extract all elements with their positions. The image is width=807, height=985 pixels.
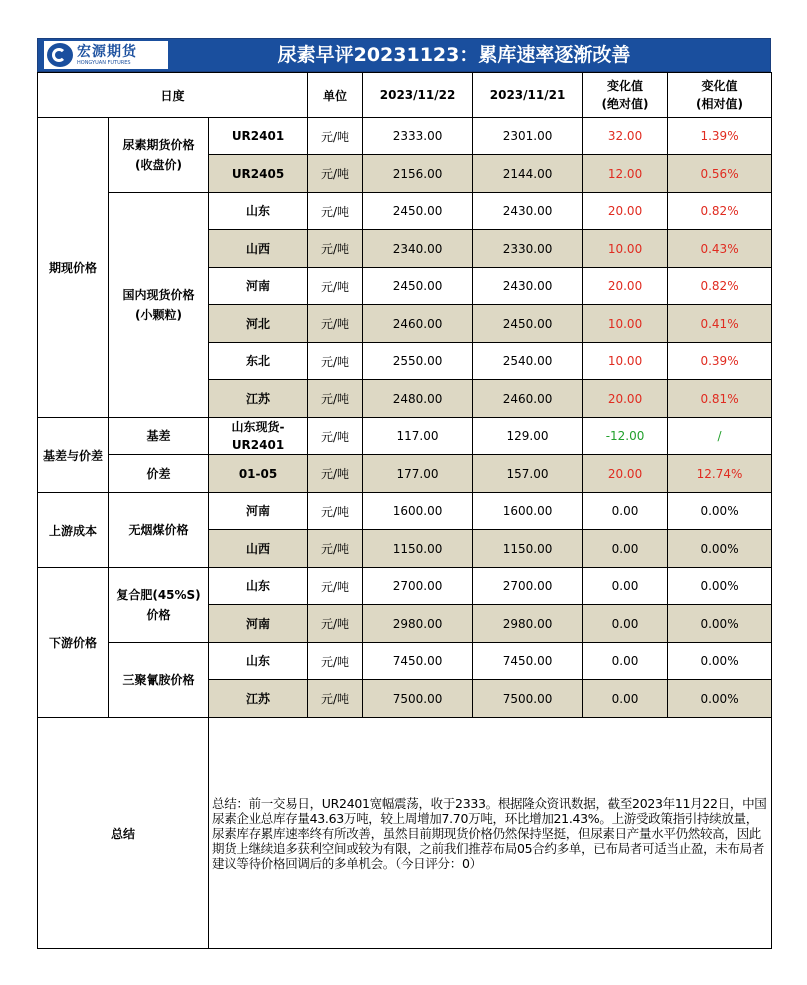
value-date1-cell: 1600.00 (363, 493, 473, 530)
subcategory-cell: 复合肥(45%S) 价格 (109, 568, 209, 643)
item-cell: 山西 (209, 230, 308, 268)
unit-cell: 元/吨 (308, 455, 363, 493)
rel-change-cell: 0.00% (668, 643, 772, 680)
value-date2-cell: 2301.00 (473, 118, 583, 155)
summary-row (38, 718, 772, 949)
item-cell: 山东 (209, 568, 308, 605)
value-date2-cell: 129.00 (473, 418, 583, 455)
col-header-date2: 2023/11/21 (473, 73, 583, 118)
value-date1-cell: 1150.00 (363, 530, 473, 568)
table-row (38, 193, 772, 230)
value-date2-cell: 2540.00 (473, 343, 583, 380)
report-header (37, 38, 771, 72)
unit-cell: 元/吨 (308, 605, 363, 643)
unit-cell: 元/吨 (308, 343, 363, 380)
item-cell: 河北 (209, 305, 308, 343)
subcategory-cell: 三聚氰胺价格 (109, 643, 209, 718)
summary-label: 总结 (38, 718, 209, 949)
category-cell: 期现价格 (38, 118, 109, 418)
item-cell: UR2405 (209, 155, 308, 193)
col-header-abs-change: 变化值 (绝对值) (583, 73, 668, 118)
report-sheet (37, 38, 771, 949)
value-date2-cell: 2450.00 (473, 305, 583, 343)
report-title: 尿素早评20231123：累库速率逐渐改善 (277, 44, 631, 66)
abs-change-cell: 10.00 (583, 343, 668, 380)
rel-change-cell: 0.00% (668, 568, 772, 605)
unit-cell: 元/吨 (308, 268, 363, 305)
unit-cell: 元/吨 (308, 493, 363, 530)
category-cell: 下游价格 (38, 568, 109, 718)
item-cell: 东北 (209, 343, 308, 380)
subcategory-cell: 尿素期货价格 (收盘价) (109, 118, 209, 193)
value-date2-cell: 7500.00 (473, 680, 583, 718)
abs-change-cell: 0.00 (583, 530, 668, 568)
table-row (38, 455, 772, 493)
company-logo (44, 41, 168, 69)
item-cell: 01-05 (209, 455, 308, 493)
subcategory-cell: 基差 (109, 418, 209, 455)
rel-change-cell: 0.82% (668, 193, 772, 230)
value-date1-cell: 2450.00 (363, 193, 473, 230)
table-header-row (38, 73, 772, 118)
rel-change-cell: 0.00% (668, 493, 772, 530)
category-cell: 基差与价差 (38, 418, 109, 493)
rel-change-cell: / (668, 418, 772, 455)
col-header-date1: 2023/11/22 (363, 73, 473, 118)
abs-change-cell: 12.00 (583, 155, 668, 193)
value-date2-cell: 2460.00 (473, 380, 583, 418)
abs-change-cell: 0.00 (583, 568, 668, 605)
price-table (37, 72, 772, 949)
value-date1-cell: 2550.00 (363, 343, 473, 380)
abs-change-cell: 0.00 (583, 605, 668, 643)
rel-change-cell: 0.00% (668, 605, 772, 643)
value-date2-cell: 2430.00 (473, 193, 583, 230)
item-cell: 山东 (209, 193, 308, 230)
summary-text: 总结：前一交易日，UR2401宽幅震荡，收于2333。根据隆众资讯数据，截至2023年11月22日，中国尿素企业总库存量43.63万吨，较上周增加7.70万吨，环比增加21.43%。上游受政策指引持续放量，尿素库存累库速率终有所改善，虽然目前期现货价格仍然保持坚挺，但尿素日产量水平仍然较高，因此期货上继续追多获利空间或较为有限，之前我们推荐布局05合约多单，已布局者可适当止盈，未布局者建议等待价格回调后的多单机会。（今日评分：0） (209, 718, 772, 949)
table-row (38, 418, 772, 455)
unit-cell: 元/吨 (308, 118, 363, 155)
value-date1-cell: 2333.00 (363, 118, 473, 155)
rel-change-cell: 0.82% (668, 268, 772, 305)
item-cell: 山西 (209, 530, 308, 568)
table-row (38, 493, 772, 530)
abs-change-cell: 20.00 (583, 268, 668, 305)
value-date1-cell: 2980.00 (363, 605, 473, 643)
unit-cell: 元/吨 (308, 155, 363, 193)
abs-change-cell: 20.00 (583, 455, 668, 493)
logo-mark-icon (47, 43, 73, 67)
unit-cell: 元/吨 (308, 418, 363, 455)
table-row (38, 643, 772, 680)
unit-cell: 元/吨 (308, 305, 363, 343)
logo-english-text: HONGYUAN FUTURES (77, 59, 131, 66)
item-cell: 江苏 (209, 380, 308, 418)
value-date2-cell: 2144.00 (473, 155, 583, 193)
item-cell: 河南 (209, 605, 308, 643)
subcategory-cell: 价差 (109, 455, 209, 493)
abs-change-cell: 0.00 (583, 680, 668, 718)
unit-cell: 元/吨 (308, 680, 363, 718)
value-date1-cell: 2700.00 (363, 568, 473, 605)
col-header-dimension: 日度 (38, 73, 308, 118)
value-date2-cell: 1600.00 (473, 493, 583, 530)
item-cell: 山东现货- UR2401 (209, 418, 308, 455)
value-date2-cell: 157.00 (473, 455, 583, 493)
value-date1-cell: 7500.00 (363, 680, 473, 718)
value-date1-cell: 2340.00 (363, 230, 473, 268)
subcategory-cell: 无烟煤价格 (109, 493, 209, 568)
unit-cell: 元/吨 (308, 380, 363, 418)
rel-change-cell: 0.81% (668, 380, 772, 418)
rel-change-cell: 1.39% (668, 118, 772, 155)
rel-change-cell: 12.74% (668, 455, 772, 493)
unit-cell: 元/吨 (308, 193, 363, 230)
value-date1-cell: 2480.00 (363, 380, 473, 418)
unit-cell: 元/吨 (308, 568, 363, 605)
item-cell: 河南 (209, 268, 308, 305)
abs-change-cell: 10.00 (583, 230, 668, 268)
value-date1-cell: 7450.00 (363, 643, 473, 680)
rel-change-cell: 0.39% (668, 343, 772, 380)
abs-change-cell: 20.00 (583, 380, 668, 418)
table-row (38, 118, 772, 155)
value-date1-cell: 2460.00 (363, 305, 473, 343)
abs-change-cell: 0.00 (583, 643, 668, 680)
value-date1-cell: 177.00 (363, 455, 473, 493)
col-header-rel-change: 变化值 (相对值) (668, 73, 772, 118)
subcategory-cell: 国内现货价格 (小颗粒) (109, 193, 209, 418)
unit-cell: 元/吨 (308, 230, 363, 268)
value-date2-cell: 2700.00 (473, 568, 583, 605)
unit-cell: 元/吨 (308, 643, 363, 680)
item-cell: UR2401 (209, 118, 308, 155)
value-date2-cell: 1150.00 (473, 530, 583, 568)
value-date2-cell: 2980.00 (473, 605, 583, 643)
unit-cell: 元/吨 (308, 530, 363, 568)
table-row (38, 568, 772, 605)
item-cell: 河南 (209, 493, 308, 530)
value-date2-cell: 7450.00 (473, 643, 583, 680)
value-date1-cell: 117.00 (363, 418, 473, 455)
rel-change-cell: 0.00% (668, 530, 772, 568)
rel-change-cell: 0.56% (668, 155, 772, 193)
col-header-unit: 单位 (308, 73, 363, 118)
abs-change-cell: 0.00 (583, 493, 668, 530)
rel-change-cell: 0.43% (668, 230, 772, 268)
abs-change-cell: 20.00 (583, 193, 668, 230)
value-date1-cell: 2450.00 (363, 268, 473, 305)
abs-change-cell: -12.00 (583, 418, 668, 455)
rel-change-cell: 0.41% (668, 305, 772, 343)
abs-change-cell: 10.00 (583, 305, 668, 343)
value-date1-cell: 2156.00 (363, 155, 473, 193)
rel-change-cell: 0.00% (668, 680, 772, 718)
value-date2-cell: 2430.00 (473, 268, 583, 305)
abs-change-cell: 32.00 (583, 118, 668, 155)
item-cell: 山东 (209, 643, 308, 680)
value-date2-cell: 2330.00 (473, 230, 583, 268)
item-cell: 江苏 (209, 680, 308, 718)
logo-chinese-text: 宏源期货 (77, 43, 137, 60)
category-cell: 上游成本 (38, 493, 109, 568)
